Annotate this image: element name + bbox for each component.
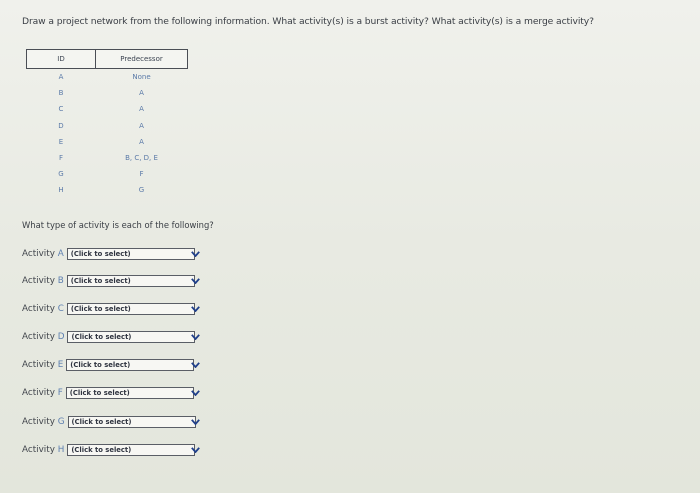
precedence-table	[26, 49, 188, 199]
activity-row-c	[22, 302, 195, 316]
cell-id: E	[58, 137, 64, 146]
activity-prefix: Activity	[22, 304, 55, 314]
table-row	[27, 118, 188, 134]
activity-prefix: Activity	[22, 249, 55, 259]
activity-prefix: Activity	[22, 332, 55, 342]
activity-b-select[interactable]: (Click to select)	[67, 275, 195, 287]
cell-id: B	[58, 89, 64, 98]
cell-predecessor: B, C, D, E	[125, 154, 158, 163]
activity-label	[22, 360, 63, 370]
cell-predecessor: A	[139, 89, 144, 98]
column-header-predecessor: Predecessor	[96, 50, 188, 69]
activity-prefix: Activity	[22, 360, 55, 370]
activity-row-d	[22, 330, 195, 344]
activity-row-f	[22, 386, 194, 400]
activity-c-select[interactable]: (Click to select)	[67, 303, 195, 315]
activity-a-select[interactable]: (Click to select)	[67, 248, 195, 260]
cell-predecessor: G	[138, 186, 145, 195]
activity-prefix: Activity	[22, 417, 55, 427]
activity-d-select[interactable]: (Click to select)	[67, 331, 195, 343]
activity-prefix: Activity	[22, 445, 55, 455]
activity-label	[22, 332, 64, 342]
activity-label	[22, 276, 64, 286]
column-header-id: ID	[27, 50, 96, 69]
activity-letter: F	[57, 388, 63, 398]
activity-g-select[interactable]: (Click to select)	[68, 416, 196, 428]
activity-row-e	[22, 358, 194, 372]
activity-letter: G	[57, 417, 65, 427]
cell-id: D	[58, 121, 64, 130]
activity-label	[22, 249, 64, 259]
cell-predecessor: A	[139, 105, 144, 114]
table-row	[27, 166, 188, 182]
activity-label	[22, 304, 64, 314]
activity-letter: D	[57, 332, 65, 342]
table-row	[27, 150, 188, 166]
chevron-down-icon[interactable]	[188, 359, 202, 371]
table-row	[27, 134, 188, 150]
cell-id: C	[58, 105, 64, 114]
activity-letter: C	[57, 304, 64, 314]
activity-row-a	[22, 247, 195, 261]
cell-predecessor: A	[139, 137, 144, 146]
chevron-down-icon[interactable]	[188, 275, 202, 287]
cell-id: G	[58, 170, 64, 179]
table-row	[27, 101, 188, 117]
cell-predecessor: F	[139, 170, 144, 179]
activity-label	[22, 388, 63, 398]
activity-letter: B	[57, 276, 64, 286]
activity-row-b	[22, 274, 195, 288]
table-row	[27, 69, 188, 86]
activity-e-select[interactable]: (Click to select)	[66, 359, 194, 371]
cell-id: H	[58, 186, 64, 195]
activity-letter: A	[57, 249, 64, 259]
cell-id: F	[58, 154, 64, 163]
activity-letter: H	[57, 445, 65, 455]
chevron-down-icon[interactable]	[188, 444, 202, 456]
activity-row-g	[22, 415, 196, 429]
chevron-down-icon[interactable]	[188, 248, 202, 260]
table-row	[27, 85, 188, 101]
chevron-down-icon[interactable]	[188, 303, 202, 315]
activity-row-h	[22, 443, 195, 457]
activity-h-select[interactable]: (Click to select)	[67, 444, 195, 456]
chevron-down-icon[interactable]	[188, 416, 202, 428]
cell-id: A	[58, 73, 64, 82]
activity-f-select[interactable]: (Click to select)	[66, 387, 194, 399]
table-row	[27, 182, 188, 198]
activity-label	[22, 445, 64, 455]
chevron-down-icon[interactable]	[188, 387, 202, 399]
cell-predecessor: A	[139, 121, 144, 130]
activity-prefix: Activity	[22, 276, 55, 286]
activity-label	[22, 417, 65, 427]
activity-letter: E	[57, 360, 64, 370]
chevron-down-icon[interactable]	[188, 331, 202, 343]
question-text: Draw a project network from the following information. What activity(s) is a burst activity? What activity(s) is a merge activity?	[22, 16, 594, 27]
cell-predecessor: None	[132, 73, 151, 82]
followup-question: What type of activity is each of the following?	[22, 220, 214, 230]
activity-prefix: Activity	[22, 388, 55, 398]
table-header-row	[27, 50, 188, 69]
